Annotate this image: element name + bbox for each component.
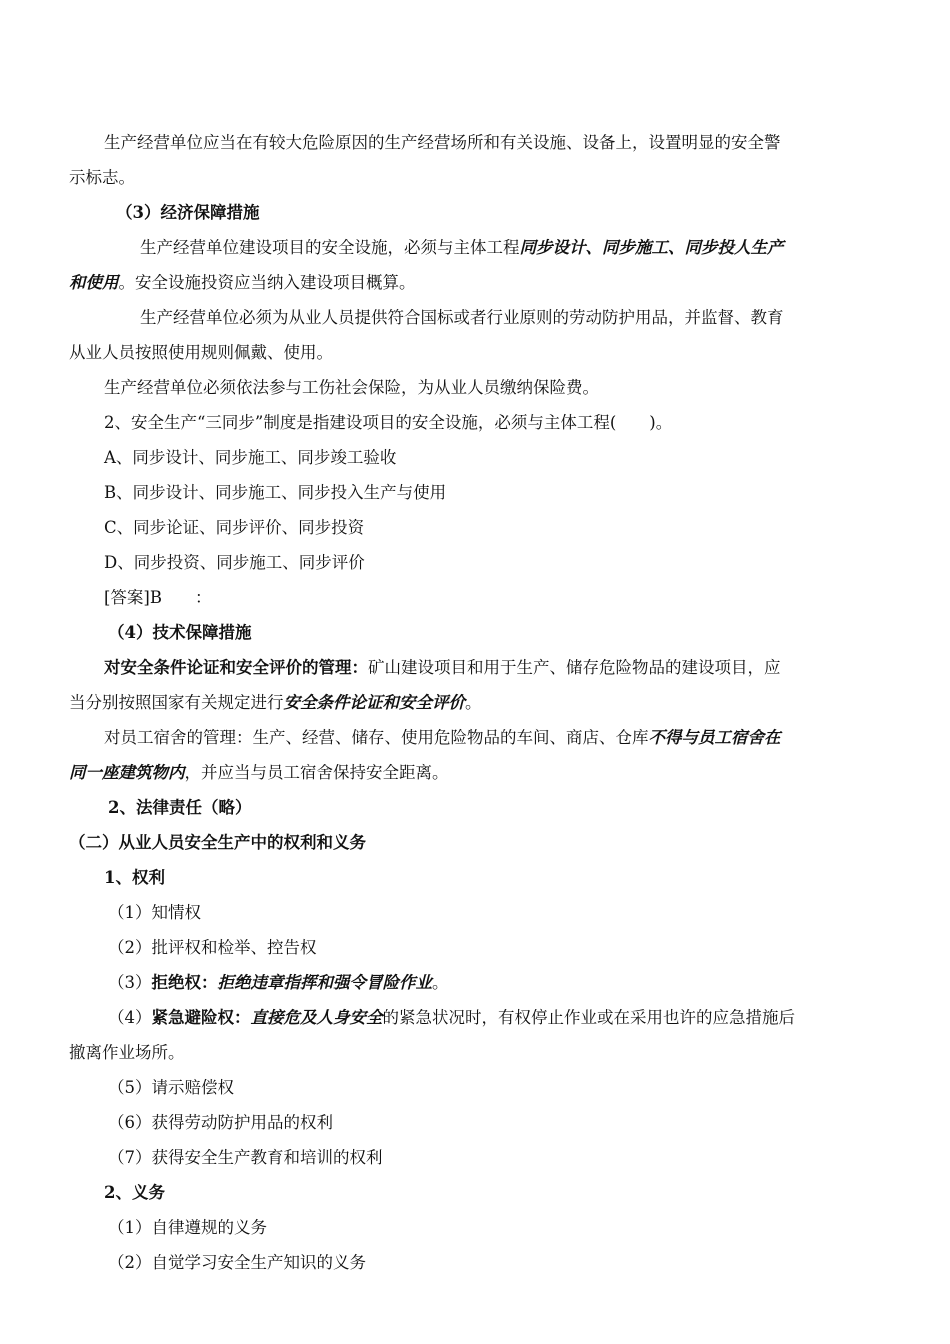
paragraph-line: 和使用。安全设施投资应当纳入建设项目概算。 [69,273,416,292]
emphasis-text: 安全条件论证和安全评价 [283,693,465,712]
paragraph-line: 示标志。 [69,168,135,187]
bold-label: 拒绝权： [151,973,218,992]
answer-key: [答案]B ： [104,588,212,607]
answer-option: B、同步设计、同步施工、同步投入生产与使用 [104,483,447,502]
paragraph-line: 生产经营单位应当在有较大危险原因的生产经营场所和有关设施、设备上，设置明显的安全警 [104,133,781,152]
list-item: （4）紧急避险权：直接危及人身安全的紧急状况时，有权停止作业或在采用也许的应急措施后 [108,1008,795,1027]
bold-label: 对安全条件论证和安全评价的管理： [104,658,368,677]
answer-option: A、同步设计、同步施工、同步竣工验收 [104,448,397,467]
paragraph-line: 生产经营单位必须为从业人员提供符合国标或者行业原则的劳动防护用品，并监督、教育 [140,308,784,327]
list-item: （3）拒绝权：拒绝违章指挥和强令冒险作业。 [108,973,449,992]
section-heading: （3）经济保障措施 [116,203,260,222]
paragraph-line: 当分别按照国家有关规定进行安全条件论证和安全评价。 [69,693,482,712]
section-heading: 1、权利 [104,868,165,887]
list-item: （6）获得劳动防护用品的权利 [108,1113,333,1132]
emphasis-text: 直接危及人身安全 [250,1008,383,1027]
section-heading: 2、法律责任（略） [108,798,252,817]
list-item: （1）知情权 [108,903,201,922]
emphasis-text: 和使用 [69,273,119,292]
list-item: （7）获得安全生产教育和培训的权利 [108,1148,383,1167]
bold-label: 紧急避险权： [151,1008,251,1027]
answer-option: D、同步投资、同步施工、同步评价 [104,553,365,572]
question-text: 2、安全生产“三同步”制度是指建设项目的安全设施，必须与主体工程( )。 [104,413,673,432]
emphasis-text: 不得与员工宿舍在 [648,728,781,747]
paragraph-line: 撤离作业场所。 [69,1043,185,1062]
chapter-heading: （二）从业人员安全生产中的权利和义务 [69,833,366,852]
paragraph-line: 生产经营单位必须依法参与工伤社会保险，为从业人员缴纳保险费。 [104,378,599,397]
paragraph-line: 对员工宿舍的管理：生产、经营、储存、使用危险物品的车间、商店、仓库不得与员工宿舍在 [104,728,781,747]
section-heading: 2、义务 [104,1183,165,1202]
emphasis-text: 拒绝违章指挥和强令冒险作业 [217,973,432,992]
emphasis-text: 同步设计、同步施工、同步投人生产 [519,238,784,257]
paragraph-line: 同一座建筑物内，并应当与员工宿舍保持安全距离。 [69,763,449,782]
section-heading: （4）技术保障措施 [108,623,252,642]
list-item: （2）批评权和检举、控告权 [108,938,317,957]
emphasis-text: 同一座建筑物内 [69,763,185,782]
list-item: （5）请示赔偿权 [108,1078,234,1097]
paragraph-line: 从业人员按照使用规则佩戴、使用。 [69,343,333,362]
answer-option: C、同步论证、同步评价、同步投资 [104,518,365,537]
list-item: （1）自律遵规的义务 [108,1218,267,1237]
paragraph-line: 生产经营单位建设项目的安全设施，必须与主体工程同步设计、同步施工、同步投人生产 [140,238,784,257]
paragraph-line: 对安全条件论证和安全评价的管理：矿山建设项目和用于生产、储存危险物品的建设项目，应 [104,658,781,677]
list-item: （2）自觉学习安全生产知识的义务 [108,1253,366,1272]
